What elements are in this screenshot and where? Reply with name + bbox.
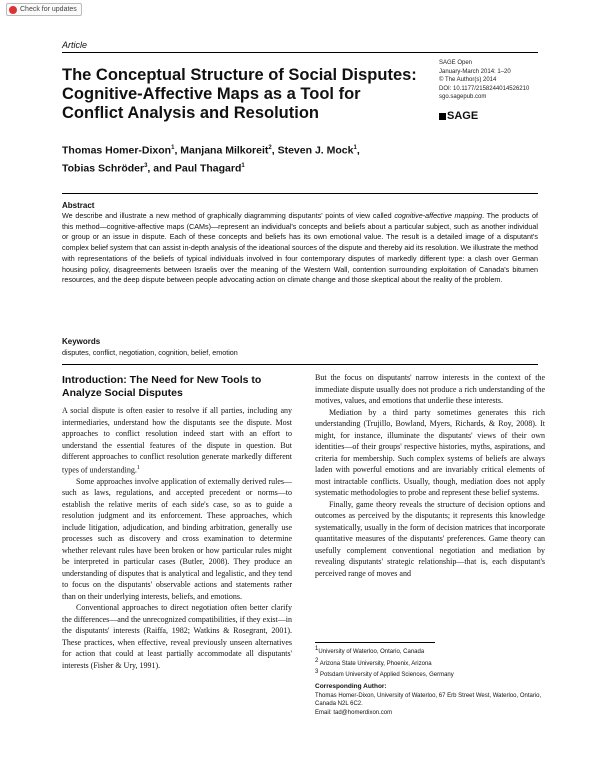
- affiliation-marker: 1: [171, 145, 175, 151]
- corresponding-heading: Corresponding Author:: [315, 683, 387, 690]
- keywords-text: disputes, conflict, negotiation, cognition, belief, emotion: [62, 348, 238, 357]
- affiliation-marker: 3: [144, 162, 148, 169]
- paragraph: Some approaches involve application of externally derived rules—such as laws, regulations, and accepted precedent or norms—to establish the relative merits of each side's case, so as to guide a resolution judgment and its enforcement. These approaches, which include litigation, adjudication, and binding arbitration, generally use processes such as discovery and cross examination to determine whether relevant rules have been broken or how particular rules might be interpreted in particular cases (Butler, 2008). They produce an understanding of disputes that is analytical and legalistic, and they tend to focus on the disputants' observable actions and statements rather than on their underlying interests, beliefs, and emotions.: [62, 476, 292, 601]
- copyright: © The Author(s) 2014: [439, 77, 497, 83]
- journal-name: SAGE Open: [439, 60, 473, 66]
- affiliation: $^1$University of Waterloo, Ontario, Canada: [315, 646, 425, 655]
- author-name: Manjana Milkoreit: [180, 144, 269, 157]
- article-title: The Conceptual Structure of Social Disputes: Cognitive-Affective Maps as a Tool for Conflict Analysis and Resolution: [62, 66, 417, 122]
- update-icon: [9, 6, 17, 14]
- abstract-text: [62, 211, 538, 286]
- journal-meta: [439, 59, 529, 102]
- affiliation-marker: 1: [241, 162, 245, 169]
- abstract-post: . The products of this method—cognitive-affective maps (CAMs)—represent an individual's concepts and beliefs about a particular subject, such as another individual or group or an issue in dispute. Each of these concepts and beliefs has its own emotional value. The result is a detailed image of a disputant's complex belief system that can assist in-depth analysis of the ideational sources of the dispute and thereby aid its resolution. We illustrate the method with representations of the beliefs of typical individuals involved in four contemporary disputes of markedly different type: a clash over German housing policy, disagreements between Israelis over the meaning of the Western Wall, contention surrounding exploitation of Canada's bitumen resources, and the deep dispute between people advocating action on climate change and those skeptical about the reality of the problem.: [62, 211, 538, 285]
- author-name: and Paul Thagard: [153, 162, 242, 174]
- corresponding-email[interactable]: Email: tad@homerdixon.com: [315, 709, 393, 716]
- sage-logo: [439, 110, 478, 122]
- abstract-top-rule: [62, 193, 538, 194]
- abstract-pre: We describe and illustrate a new method of graphically diagramming disputants' points of view called: [62, 211, 395, 220]
- author-list: Thomas Homer-Dixon$^1$, Manjana Milkoreit$^2$, Steven J. Mock$^1$, Tobias Schröder$^3$, and Paul Thagard$^1$: [62, 144, 360, 174]
- left-column: [62, 374, 292, 671]
- footnote-rule: [315, 642, 435, 643]
- article-type-label: Article: [62, 40, 88, 50]
- affiliation-marker: 1: [353, 145, 357, 151]
- sage-square-icon: [439, 113, 446, 120]
- footnote-marker[interactable]: 1: [136, 464, 140, 471]
- corresponding-author: [315, 683, 545, 717]
- author-name: Steven J. Mock: [277, 144, 354, 157]
- affiliation-marker: 2: [268, 145, 272, 151]
- author-name: Thomas Homer-Dixon: [62, 144, 172, 157]
- check-for-updates-badge[interactable]: [6, 3, 82, 16]
- corresponding-address: Thomas Homer-Dixon, University of Waterloo, 67 Erb Street West, Waterloo, Ontario, Canada N2L 6C2.: [315, 692, 542, 707]
- affiliation: $^2$ Arizona State University, Phoenix, Arizona: [315, 657, 432, 667]
- paragraph: Mediation by a third party sometimes generates this rich understanding (Trujillo, Bowland, Myers, Richards, & Roy, 2008). It might, for instance, illuminate the disputants' views of their own identities—of their groups' respective histories, myths, aspirations, and criteria for membership. Such complex systems of beliefs are always laden with powerful emotions and are invariably critical elements of most intractable conflicts. Usually, though, mediation does not apply systematic methodologies to probe and represent these belief systems.: [315, 407, 545, 497]
- journal-issue: January-March 2014: 1–20: [439, 68, 511, 75]
- section-heading: Introduction: The Need for New Tools to Analyze Social Disputes: [62, 374, 262, 399]
- keywords-bottom-rule: [62, 364, 538, 365]
- paragraph: Conventional approaches to direct negotiation often better clarify the differences—and the unrecognized compatibilities, if they exist—in the disputants' interests (Raiffa, 1982; Watkins & Rosegrant, 2001). These practices, when effective, reveal previously unseen alternatives for action that could at least partially accommodate all disputants' interests (Fisher & Ury, 1991).: [62, 603, 292, 670]
- affiliation: $^3$ Potsdam University of Applied Sciences, Germany: [315, 669, 454, 678]
- abstract-heading: Abstract: [62, 201, 95, 210]
- author-name: Tobias Schröder: [62, 162, 145, 174]
- right-column: [315, 372, 545, 579]
- header-rule: [62, 52, 538, 53]
- keywords-heading: Keywords: [62, 337, 101, 346]
- paragraph: But the focus on disputants' narrow interests in the context of the immediate dispute usually does not produce a rich understanding of the motives, values, and emotions that underlie these interests.: [315, 373, 545, 405]
- paragraph: Finally, game theory reveals the structure of decision options and outcomes as perceived by the disputants; it represents this knowledge systematically, usually in the form of decision matrices that incorporate quantitative measures of the disputants' preferences. Game theory can usefully complement conventional negotiation and mediation by revealing disputants' strategic relationship—that is, each disputant's perceived range of moves and: [315, 499, 545, 578]
- abstract-emphasis: cognitive-affective mapping: [394, 211, 483, 220]
- journal-url[interactable]: sgo.sagepub.com: [439, 94, 487, 100]
- badge-label: Check for updates: [20, 6, 77, 13]
- doi[interactable]: DOI: 10.1177/2158244014526210: [439, 85, 530, 92]
- sage-logo-text: SAGE: [447, 110, 479, 122]
- affiliations: [315, 645, 545, 680]
- paragraph: A social dispute is often easier to resolve if all parties, including any intermediaries, understand how the disputants see the dispute. Most approaches to conflict resolution indeed start with an effort to understand the essential features of the dispute in question. But different approaches to conflict resolution generate markedly different types of understanding.$^1$: [62, 406, 292, 475]
